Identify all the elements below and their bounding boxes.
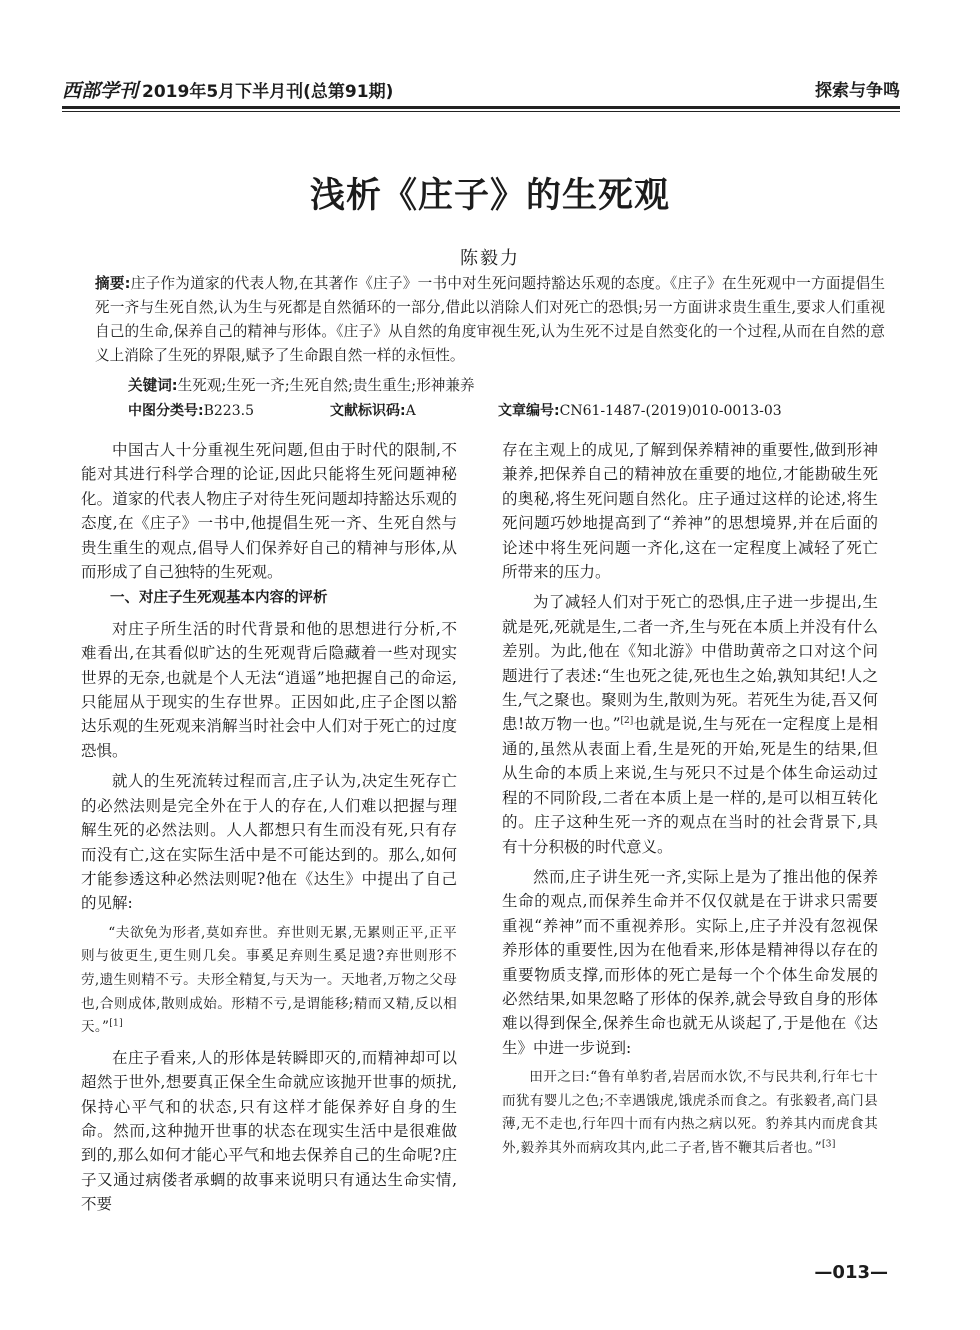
doc-code-field bbox=[330, 400, 416, 420]
journal-name: 西部学刊 bbox=[62, 80, 139, 102]
header-rule-thin bbox=[62, 111, 900, 112]
paragraph: 然而,庄子讲生死一齐,实际上是为了推出他的保养生命的观点,而保养生命并不仅仅就是在于讲求只需要重视“养神”而不重视养形。实际上,庄子并没有忽视保养形体的重要性,因为在他看来,形体是精神得以存在的重要物质支撑,而形体的死亡是每一个个体生命发展的必然结果,如果忽略了形体的保养,就会导致自身的形体难以得到保全,保养生命也就无从谈起了,于是他在《达生》中进一步说到: bbox=[502, 867, 878, 1057]
header-rule bbox=[62, 106, 900, 109]
article-author: 陈毅力 bbox=[460, 248, 520, 269]
citation-ref: [3] bbox=[821, 1139, 836, 1150]
keywords-label: 关键词: bbox=[128, 377, 178, 394]
clc-field bbox=[128, 400, 254, 420]
paragraph: 对庄子所生活的时代背景和他的思想进行分析,不难看出,在其看似旷达的生死观背后隐藏着一些对现实世界的无奈,也就是个人无法“逍遥”地把握自己的命运,只能屈从于现实的生存世界。正因如此,庄子企图以豁达乐观的生死观来消解当时社会中人们对于死亡的过度恐惧。 bbox=[81, 619, 457, 760]
paragraph: 存在主观上的成见,了解到保养精神的重要性,做到形神兼养,把保养自己的精神放在重要的地位,才能勘破生死的奥秘,将生死问题自然化。庄子通过这样的论述,将生死问题巧妙地提高到了“养神”的思想境界,并在后面的论述中将生死问题一齐化,这在一定程度上减轻了死亡所带来的压力。 bbox=[502, 441, 878, 582]
running-header bbox=[62, 76, 900, 102]
paragraph-text: 为了减轻人们对于死亡的恐惧,庄子进一步提出,生就是死,死就是生,二者一齐,生与死在本质上并没有什么差别。为此,他在《知北游》中借助黄帝之口对这个问题进行了表述:“生也死之徒,死也生之始,孰知其纪!人之生,气之聚也。聚则为生,散则为死。若死生为徒,吾又何患!故万物一也。” bbox=[502, 593, 878, 734]
paragraph: 中国古人十分重视生死问题,但由于时代的限制,不能对其进行科学合理的论证,因此只能将生死问题神秘化。道家的代表人物庄子对待生死问题却持豁达乐观的态度,在《庄子》一书中,他提倡生死一齐、生死自然与贵生重生的观点,倡导人们保养好自己的精神与形体,从而形成了自己独特的生死观。 bbox=[81, 441, 457, 582]
paragraph: 在庄子看来,人的形体是转瞬即灭的,而精神却可以超然于世外,想要真正保全生命就应该抛开世事的烦扰,保持心平气和的状态,只有这样才能保养好自身的生命。然而,这种抛开世事的状态在现实生活中是很难做到的,那么如何才能心平气和地去保养自己的生命呢?庄子又通过病偻者承蜩的故事来说明只有通达生命实情,不要 bbox=[81, 1048, 457, 1214]
quote-text: 田开之曰:“鲁有单豹者,岩居而水饮,不与民共利,行年七十而犹有婴儿之色;不幸遇饿虎,饿虎杀而食之。有张毅者,高门县薄,无不走也,行年四十而有内热之病以死。豹养其内而虎食其外,毅养其外而病攻其内,此二子者,皆不鞭其后者也。” bbox=[502, 1069, 878, 1156]
section-name: 探索与争鸣 bbox=[815, 81, 900, 101]
block-quote bbox=[81, 922, 457, 1040]
citation-ref: [2] bbox=[620, 716, 634, 727]
abstract-text: 庄子作为道家的代表人物,在其著作《庄子》一书中对生死问题持豁达乐观的态度。《庄子》在生死观中一方面提倡生死一齐与生死自然,认为生与死都是自然循环的一部分,借此以消除人们对死亡的恐惧;另一方面讲求贵生重生,要求人们重视自己的生命,保养自己的精神与形体。《庄子》从自然的角度审视生死,认为生死不过是自然变化的一个过程,从而在自然的意义上消除了生死的界限,赋予了生命跟自然一样的永恒性。 bbox=[95, 275, 886, 364]
doc-code-value: A bbox=[405, 403, 416, 419]
abstract bbox=[95, 272, 885, 368]
paragraph: 就人的生死流转过程而言,庄子认为,决定生死存亡的必然法则是完全外在于人的存在,人们难以把握与理解生死的必然法则。人人都想只有生而没有死,只有存而没有亡,这在实际生活中是不可能达到的。那么,如何才能参透这种必然法则呢?他在《达生》中提出了自己的见解: bbox=[81, 772, 457, 913]
abstract-label: 摘要: bbox=[95, 275, 131, 292]
issue-info: 2019年5月下半月刊(总第91期) bbox=[142, 82, 394, 102]
left-column bbox=[81, 438, 457, 1217]
article-number-value: CN61-1487-(2019)010-0013-03 bbox=[559, 403, 782, 419]
keywords-text: 生死观;生死一齐;生死自然;贵生重生;形神兼养 bbox=[177, 377, 475, 394]
paragraph bbox=[502, 590, 878, 858]
quote-text: “夫欲免为形者,莫如弃世。弃世则无累,无累则正平,正平则与彼更生,更生则几矣。事奚足弃则生奚足遗?弃世则形不劳,遗生则精不亏。夫形全精复,与天为一。天地者,万物之父母也,合则成体,散则成始。形精不亏,是谓能移;精而又精,反以相天。” bbox=[81, 924, 457, 1036]
citation-ref: [1] bbox=[109, 1018, 123, 1029]
page-number: —013— bbox=[814, 1262, 888, 1283]
keywords bbox=[128, 374, 475, 395]
section-heading: 一、对庄子生死观基本内容的评析 bbox=[110, 590, 328, 607]
clc-value: B223.5 bbox=[203, 403, 254, 419]
right-column bbox=[502, 438, 878, 1167]
doc-code-label: 文献标识码: bbox=[330, 403, 406, 419]
article-number-field bbox=[498, 400, 782, 420]
paragraph-text: 也就是说,生与死在一定程度上是相通的,虽然从表面上看,生是死的开始,死是生的结果,但从生命的本质上来说,生与死只不过是个体生命运动过程的不同阶段,二者在本质上是一样的,是可以相互转化的。庄子这种生死一齐的观点在当时的社会背景下,具有十分积极的时代意义。 bbox=[502, 715, 878, 856]
clc-label: 中图分类号: bbox=[128, 403, 204, 419]
header-journal-info bbox=[62, 76, 393, 103]
block-quote bbox=[502, 1066, 878, 1160]
article-title: 浅析《庄子》的生死观 bbox=[309, 176, 670, 216]
article-number-label: 文章编号: bbox=[498, 403, 560, 419]
